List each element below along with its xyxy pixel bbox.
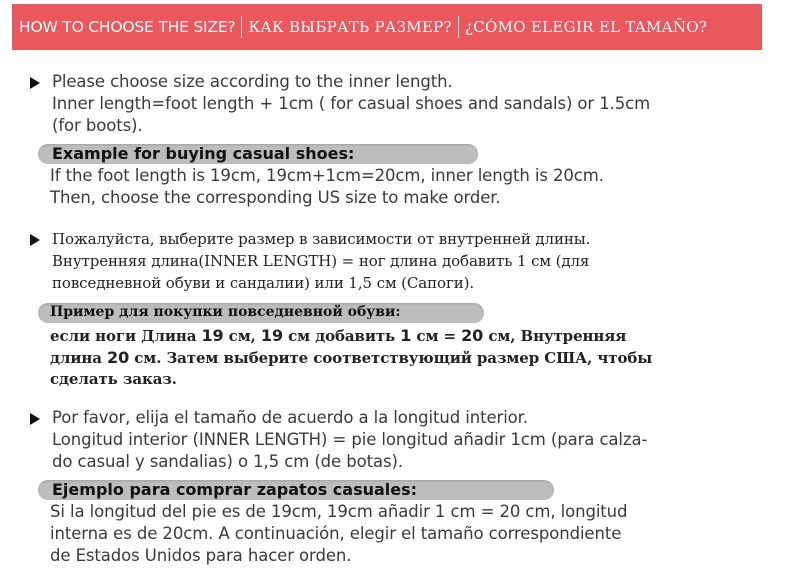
spanish-line-1: Por favor, elija el tamaño de acuerdo a la longitud interior. (52, 408, 528, 427)
spanish-line-3: do casual y sandalias) o 1,5 cm (de botas). (52, 452, 403, 471)
english-line-2: Inner length=foot length + 1cm ( for casual shoes and sandals) or 1.5cm (52, 94, 651, 113)
number: 19 (260, 326, 283, 345)
russian-example-line-2 (50, 348, 652, 367)
russian-section (30, 230, 770, 390)
english-example-title: Example for buying casual shoes: (52, 144, 355, 163)
russian-line-2: Внутренняя длина(INNER LENGTH) = ног длина добавить 1 см (для (52, 252, 590, 270)
english-section (30, 72, 770, 212)
number: 19 (201, 326, 224, 345)
number: 20 (461, 326, 484, 345)
banner-divider (458, 16, 459, 38)
russian-example-title: Пример для покупки повседневной обуви: (50, 304, 401, 320)
banner-divider (241, 16, 242, 38)
spanish-example-line-3: de Estados Unidos para hacer orden. (50, 546, 352, 565)
number: 1 (400, 326, 412, 345)
banner-title-ru: КАК ВЫБРАТЬ РАЗМЕР? (248, 18, 452, 36)
banner-title-en: HOW TO CHOOSE THE SIZE? (19, 18, 236, 36)
bullet-arrow-icon (30, 77, 40, 89)
russian-example-line-3: сделать заказ. (50, 370, 177, 388)
header-banner (12, 4, 762, 50)
text-fragment: если ноги Длина (50, 327, 202, 345)
text-fragment: см, Внутренняя (483, 327, 627, 345)
russian-example-line-1 (50, 326, 626, 345)
text-fragment: см, (223, 327, 261, 345)
spanish-section (30, 408, 770, 568)
russian-line-1: Пожалуйста, выберите размер в зависимости от внутренней длины. (52, 230, 591, 248)
spanish-example-line-2: interna es de 20cm. A continuación, elegir el tamaño correspondiente (50, 524, 622, 543)
english-example-line-2: Then, choose the corresponding US size to make order. (50, 188, 501, 207)
bullet-arrow-icon (30, 413, 40, 425)
spanish-line-2: Longitud interior (INNER LENGTH) = pie longitud añadir 1cm (para calza- (52, 430, 648, 449)
russian-line-3: повседневной обуви и сандалии) или 1,5 см (Сапоги). (52, 274, 475, 292)
banner-title-es: ¿CÓMO ELEGIR EL TAMAÑO? (464, 18, 708, 36)
english-line-3: (for boots). (52, 116, 143, 135)
text-fragment: см. Затем выберите соответствующий размер США, чтобы (129, 349, 653, 367)
spanish-example-title: Ejemplo para comprar zapatos casuales: (52, 480, 418, 499)
english-line-1: Please choose size according to the inner length. (52, 72, 453, 91)
text-fragment: длина (50, 349, 108, 367)
number: 20 (107, 348, 130, 367)
spanish-example-line-1: Si la longitud del pie es de 19cm, 19cm añadir 1 cm = 20 cm, longitud (50, 502, 628, 521)
bullet-arrow-icon (30, 234, 40, 246)
english-example-line-1: If the foot length is 19cm, 19cm+1cm=20cm, inner length is 20cm. (50, 166, 604, 185)
text-fragment: см = (411, 327, 462, 345)
text-fragment: см добавить (282, 327, 401, 345)
